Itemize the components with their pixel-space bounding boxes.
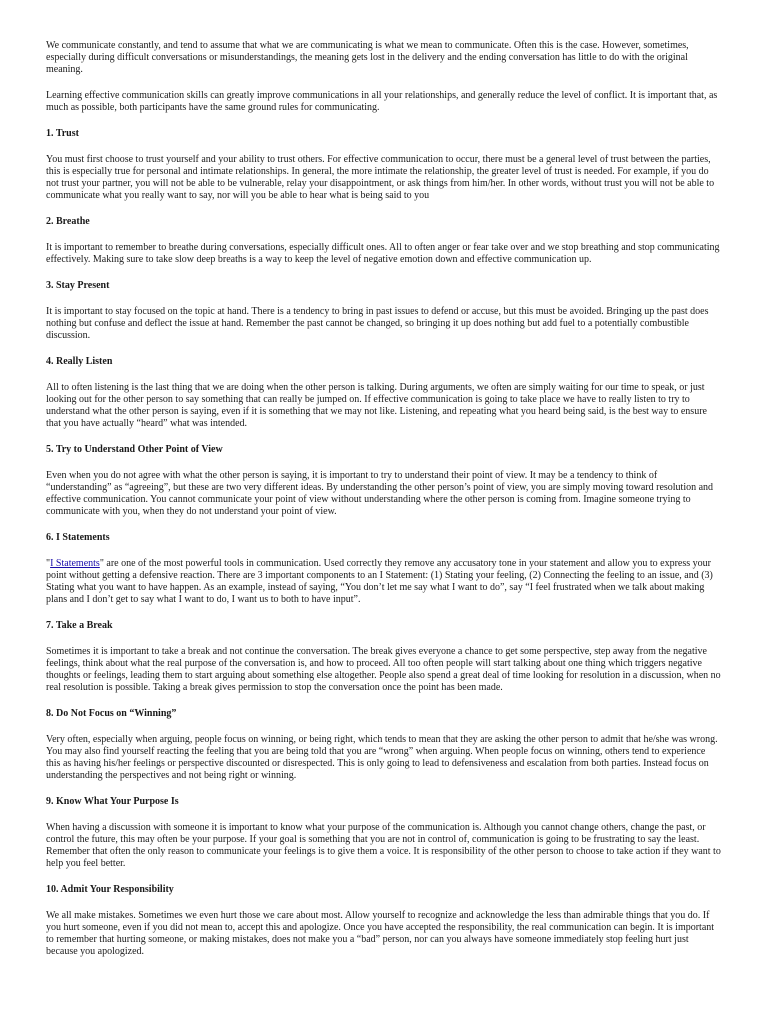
section-body-i-statements <box>46 558 722 606</box>
section-heading-winning: 8. Do Not Focus on “Winning” <box>46 708 177 719</box>
section-heading-take-a-break: 7. Take a Break <box>46 620 113 631</box>
section-heading-responsibility: 10. Admit Your Responsibility <box>46 884 174 895</box>
section-body-point-of-view: Even when you do not agree with what the other person is saying, it is important to try to understand their point of view. It may be a tendency to think of “understanding” as “agreeing”, but these are two very different ideas. By understanding the other person’s point of view, you are simply moving toward resolution and effective communication. You cannot communicate your point of view without understanding where the other person is coming from. Imagine someone trying to communicate with you, when they do not understand your point of view. <box>46 470 714 517</box>
section-heading-really-listen: 4. Really Listen <box>46 356 113 367</box>
intro-paragraph-1: We communicate constantly, and tend to assume that what we are communicating is what we mean to communicate. Often this is the case. However, sometimes, especially during difficult conversations or misunderstandings, the meaning gets lost in the delivery and the ending conversation has little to do with the original meaning. <box>46 40 689 75</box>
section-heading-point-of-view: 5. Try to Understand Other Point of View <box>46 444 223 455</box>
section-heading-trust: 1. Trust <box>46 128 79 139</box>
intro-paragraph-2: Learning effective communication skills can greatly improve communications in all your relationships, and generally reduce the level of conflict. It is important that, as much as possible, both participants have the same ground rules for communicating. <box>46 90 718 113</box>
section-heading-purpose: 9. Know What Your Purpose Is <box>46 796 179 807</box>
section-body-stay-present: It is important to stay focused on the topic at hand. There is a tendency to bring in past issues to defend or accuse, but this must be avoided. Bringing up the past does nothing but confuse and deflect the issue at hand. Remember the past cannot be changed, so bringing it up does nothing but add fuel to a potentially combustible discussion. <box>46 306 709 341</box>
section-body-trust: You must first choose to trust yourself and your ability to trust others. For effective communication to occur, there must be a general level of trust between the parties, this is especially true for personal and intimate relationships. In general, the more intimate the relationship, the greater level of trust is needed. For example, if you do not trust your partner, you will not be able to be vulnerable, relay your disappointment, or ask things from him/her. In other words, without trust you will not be able to communicate what you really want to say, nor will you be able to hear what is being said to you <box>46 154 715 201</box>
open-quote: " <box>46 558 51 569</box>
section-body-breathe: It is important to remember to breathe during conversations, especially difficult ones. All to often anger or fear take over and we stop breathing and stop communicating effectively. Making sure to take slow deep breaths is a way to keep the level of negative emotion down and effective communication up. <box>46 242 720 265</box>
section-heading-stay-present: 3. Stay Present <box>46 280 110 291</box>
i-statements-link[interactable]: I Statements <box>50 558 100 569</box>
section-body-really-listen: All to often listening is the last thing that we are doing when the other person is talking. During arguments, we often are simply waiting for our time to speak, or just looking out for the other person to say something that can really be jumped on. If effective communication is going to take place we have to really listen to try to understand what the other person is saying, even if it is something that we may not like. Listening, and repeating what you heard being said, is the best way to ensure that you have actually “heard” what was intended. <box>46 382 707 429</box>
section-body-responsibility: We all make mistakes. Sometimes we even hurt those we care about most. Allow yourself to recognize and acknowledge the less than admirable things that you do. If you hurt someone, even if you did not mean to, accept this and apologize. Once you have accepted the responsibility, the real communication can begin. It is important to remember that hurting someone, or making mistakes, does not make you a “bad” person, nor can you always have someone immediately stop feeling hurt just because you apologized. <box>46 910 715 957</box>
section-body-purpose: When having a discussion with someone it is important to know what your purpose of the communication is. Although you cannot change others, change the past, or control the future, this may often be your purpose. If your goal is something that you are not in control of, communication is going to be frustrating to say the least. Remember that often the only reason to communicate your feelings is to give them a voice. It is responsibility of the other person to choose to take action if they want to help you feel better. <box>46 822 721 869</box>
section-body-take-a-break: Sometimes it is important to take a break and not continue the conversation. The break gives everyone a chance to get some perspective, step away from the negative feelings, think about what the real purpose of the conversation is, and how to proceed. All too often people will start talking about one thing which triggers negative thoughts or feelings, leading them to start arguing about something else altogether. People also spend a great deal of time looking for resolution in a discussion, when no real resolution is possible. Taking a break gives permission to stop the conversation once the point has been made. <box>46 646 721 693</box>
section-heading-breathe: 2. Breathe <box>46 216 90 227</box>
section-heading-i-statements: 6. I Statements <box>46 532 110 543</box>
i-statements-text: " are one of the most powerful tools in communication. Used correctly they remove any accusatory tone in your statement and allow you to express your point without getting a defensive reaction. There are 3 important components to an I Statement: (1) Stating your feeling, (2) Connecting the feeling to an issue, and (3) Stating what you want to have happen. As an example, instead of saying, “You don’t let me say what I want to do”, say “I feel frustrated when we talk about making plans and I don’t get to say what I want to do, I want us to both to have input”. <box>46 558 713 605</box>
section-body-winning: Very often, especially when arguing, people focus on winning, or being right, which tends to mean that they are asking the other person to admit that he/she was wrong. You may also find yourself reacting the feeling that you are being told that you are “wrong” when arguing. When people focus on winning, others tend to experience this as having his/her feelings or perspective discounted or disrespected. This is only going to lead to defensiveness and escalation from both parties. Instead focus on understanding the perspectives and not being right or winning. <box>46 734 718 781</box>
